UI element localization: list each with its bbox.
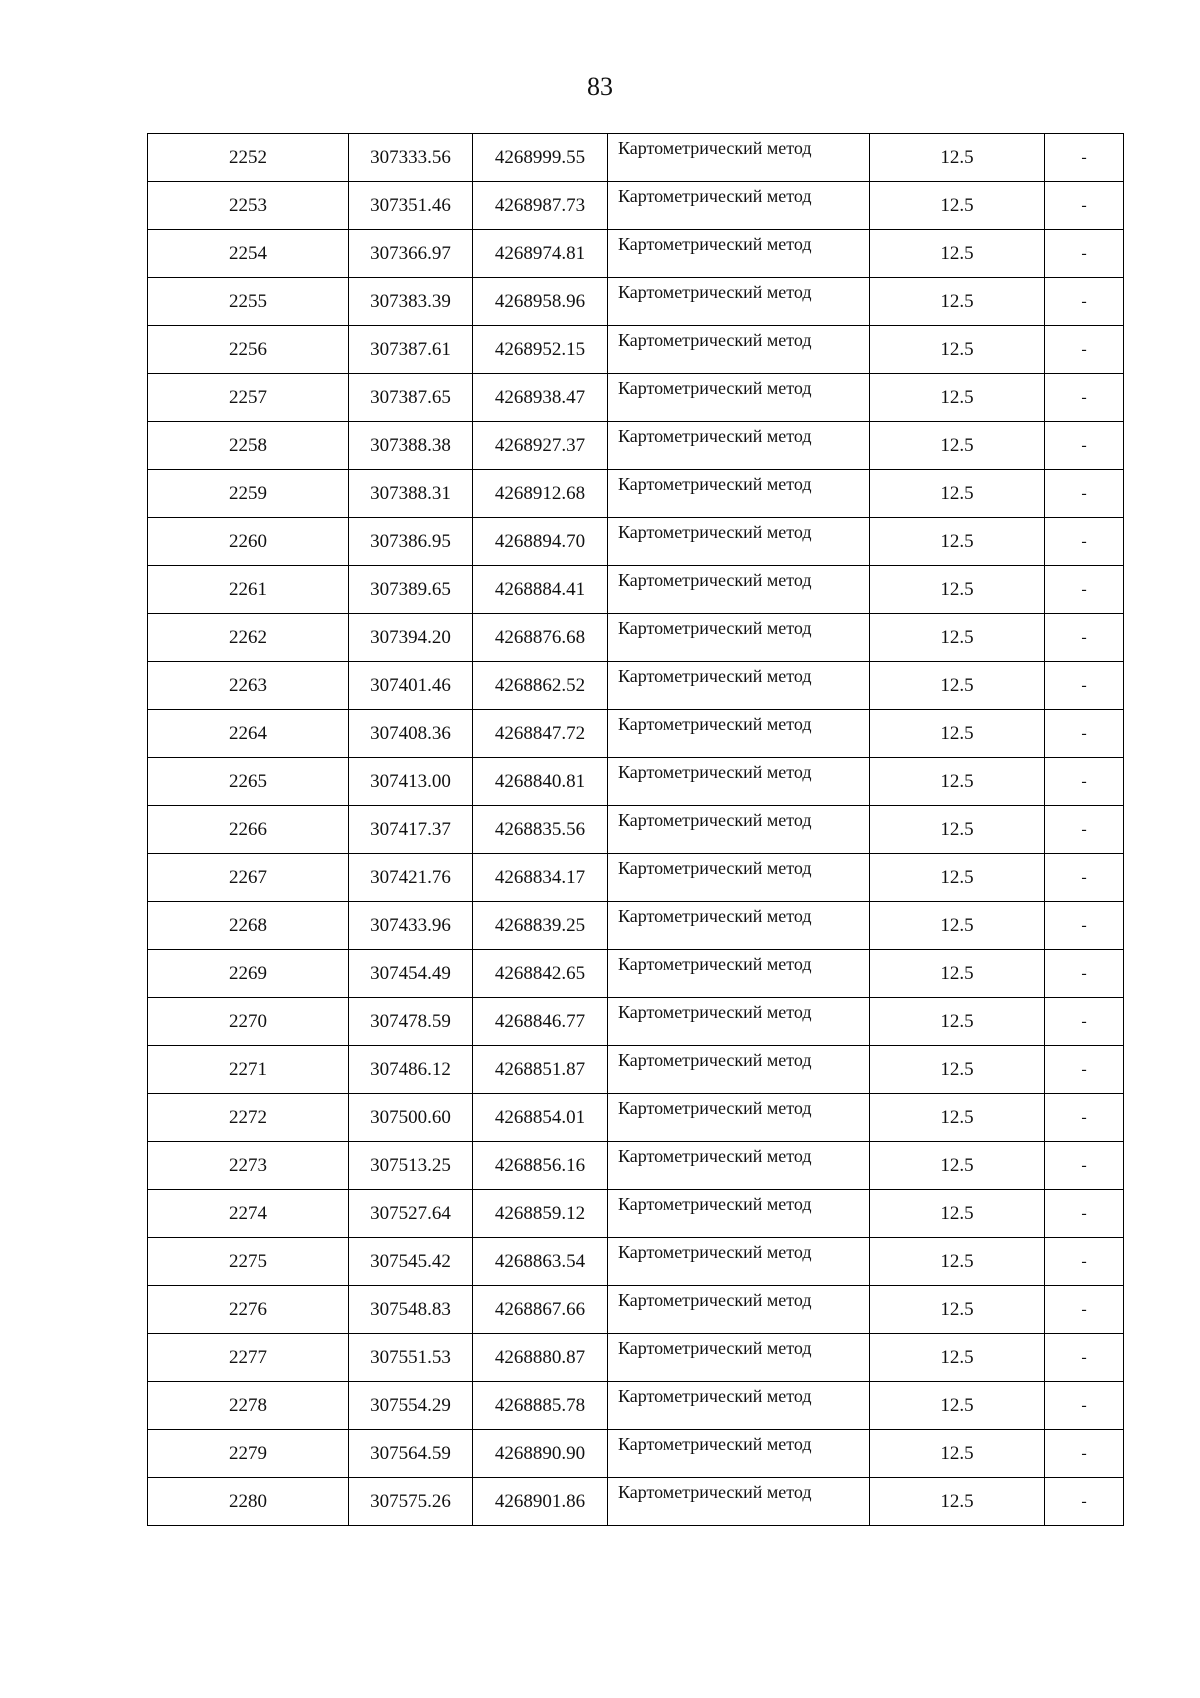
x-coordinate-cell: 307454.49 [349,950,473,998]
note-cell: - [1045,182,1124,230]
accuracy-cell: 12.5 [870,566,1045,614]
y-coordinate-cell: 4268901.86 [473,1478,608,1526]
x-coordinate-cell: 307366.97 [349,230,473,278]
x-coordinate-cell: 307389.65 [349,566,473,614]
x-coordinate-cell: 307421.76 [349,854,473,902]
y-coordinate-cell: 4268859.12 [473,1190,608,1238]
table-row [148,1190,1124,1238]
method-cell: Картометрический метод [608,1142,870,1190]
accuracy-cell: 12.5 [870,230,1045,278]
table-row [148,182,1124,230]
point-number-cell: 2262 [148,614,349,662]
y-coordinate-cell: 4268884.41 [473,566,608,614]
method-cell: Картометрический метод [608,182,870,230]
note-cell: - [1045,1382,1124,1430]
method-cell: Картометрический метод [608,950,870,998]
table-row [148,854,1124,902]
table-row [148,278,1124,326]
accuracy-cell: 12.5 [870,1430,1045,1478]
table-row [148,1382,1124,1430]
point-number-cell: 2254 [148,230,349,278]
note-cell: - [1045,902,1124,950]
method-cell: Картометрический метод [608,806,870,854]
method-cell: Картометрический метод [608,998,870,1046]
note-cell: - [1045,662,1124,710]
x-coordinate-cell: 307388.31 [349,470,473,518]
note-cell: - [1045,806,1124,854]
accuracy-cell: 12.5 [870,422,1045,470]
method-cell: Картометрический метод [608,854,870,902]
note-cell: - [1045,1142,1124,1190]
y-coordinate-cell: 4268847.72 [473,710,608,758]
table-row [148,1286,1124,1334]
accuracy-cell: 12.5 [870,1094,1045,1142]
method-cell: Картометрический метод [608,1334,870,1382]
x-coordinate-cell: 307394.20 [349,614,473,662]
point-number-cell: 2272 [148,1094,349,1142]
accuracy-cell: 12.5 [870,614,1045,662]
x-coordinate-cell: 307575.26 [349,1478,473,1526]
note-cell: - [1045,1046,1124,1094]
table-row [148,1238,1124,1286]
point-number-cell: 2270 [148,998,349,1046]
table-row [148,326,1124,374]
method-cell: Картометрический метод [608,470,870,518]
method-cell: Картометрический метод [608,1478,870,1526]
page-number: 83 [587,72,613,101]
note-cell: - [1045,854,1124,902]
x-coordinate-cell: 307545.42 [349,1238,473,1286]
y-coordinate-cell: 4268876.68 [473,614,608,662]
method-cell: Картометрический метод [608,518,870,566]
table-row [148,614,1124,662]
accuracy-cell: 12.5 [870,1190,1045,1238]
accuracy-cell: 12.5 [870,758,1045,806]
x-coordinate-cell: 307564.59 [349,1430,473,1478]
point-number-cell: 2273 [148,1142,349,1190]
method-cell: Картометрический метод [608,758,870,806]
y-coordinate-cell: 4268854.01 [473,1094,608,1142]
point-number-cell: 2260 [148,518,349,566]
y-coordinate-cell: 4268974.81 [473,230,608,278]
table-row [148,1430,1124,1478]
note-cell: - [1045,566,1124,614]
accuracy-cell: 12.5 [870,854,1045,902]
table-row [148,422,1124,470]
x-coordinate-cell: 307500.60 [349,1094,473,1142]
note-cell: - [1045,278,1124,326]
point-number-cell: 2252 [148,134,349,182]
point-number-cell: 2276 [148,1286,349,1334]
x-coordinate-cell: 307387.65 [349,374,473,422]
point-number-cell: 2275 [148,1238,349,1286]
x-coordinate-cell: 307478.59 [349,998,473,1046]
table-row [148,902,1124,950]
table-row [148,566,1124,614]
note-cell: - [1045,518,1124,566]
method-cell: Картометрический метод [608,422,870,470]
method-cell: Картометрический метод [608,662,870,710]
point-number-cell: 2277 [148,1334,349,1382]
accuracy-cell: 12.5 [870,1238,1045,1286]
y-coordinate-cell: 4268839.25 [473,902,608,950]
x-coordinate-cell: 307401.46 [349,662,473,710]
x-coordinate-cell: 307513.25 [349,1142,473,1190]
note-cell: - [1045,710,1124,758]
y-coordinate-cell: 4268958.96 [473,278,608,326]
x-coordinate-cell: 307527.64 [349,1190,473,1238]
table-row [148,374,1124,422]
method-cell: Картометрический метод [608,374,870,422]
y-coordinate-cell: 4268867.66 [473,1286,608,1334]
note-cell: - [1045,230,1124,278]
y-coordinate-cell: 4268999.55 [473,134,608,182]
y-coordinate-cell: 4268835.56 [473,806,608,854]
method-cell: Картометрический метод [608,326,870,374]
method-cell: Картометрический метод [608,134,870,182]
x-coordinate-cell: 307386.95 [349,518,473,566]
note-cell: - [1045,1094,1124,1142]
note-cell: - [1045,1334,1124,1382]
method-cell: Картометрический метод [608,1238,870,1286]
accuracy-cell: 12.5 [870,326,1045,374]
table-row [148,470,1124,518]
y-coordinate-cell: 4268862.52 [473,662,608,710]
method-cell: Картометрический метод [608,230,870,278]
accuracy-cell: 12.5 [870,902,1045,950]
point-number-cell: 2253 [148,182,349,230]
note-cell: - [1045,1478,1124,1526]
method-cell: Картометрический метод [608,1382,870,1430]
x-coordinate-cell: 307333.56 [349,134,473,182]
x-coordinate-cell: 307383.39 [349,278,473,326]
accuracy-cell: 12.5 [870,1334,1045,1382]
table-row [148,1334,1124,1382]
note-cell: - [1045,950,1124,998]
note-cell: - [1045,758,1124,806]
table-row [148,1478,1124,1526]
note-cell: - [1045,1190,1124,1238]
x-coordinate-cell: 307417.37 [349,806,473,854]
y-coordinate-cell: 4268938.47 [473,374,608,422]
point-number-cell: 2267 [148,854,349,902]
x-coordinate-cell: 307413.00 [349,758,473,806]
point-number-cell: 2258 [148,422,349,470]
accuracy-cell: 12.5 [870,806,1045,854]
note-cell: - [1045,374,1124,422]
coordinates-table-body [148,134,1124,1526]
y-coordinate-cell: 4268863.54 [473,1238,608,1286]
y-coordinate-cell: 4268840.81 [473,758,608,806]
point-number-cell: 2266 [148,806,349,854]
y-coordinate-cell: 4268856.16 [473,1142,608,1190]
table-row [148,710,1124,758]
y-coordinate-cell: 4268890.90 [473,1430,608,1478]
accuracy-cell: 12.5 [870,662,1045,710]
point-number-cell: 2279 [148,1430,349,1478]
method-cell: Картометрический метод [608,710,870,758]
note-cell: - [1045,1286,1124,1334]
point-number-cell: 2257 [148,374,349,422]
table-row [148,1046,1124,1094]
point-number-cell: 2274 [148,1190,349,1238]
note-cell: - [1045,1430,1124,1478]
x-coordinate-cell: 307548.83 [349,1286,473,1334]
accuracy-cell: 12.5 [870,1382,1045,1430]
point-number-cell: 2278 [148,1382,349,1430]
accuracy-cell: 12.5 [870,518,1045,566]
x-coordinate-cell: 307486.12 [349,1046,473,1094]
method-cell: Картометрический метод [608,278,870,326]
table-row [148,998,1124,1046]
accuracy-cell: 12.5 [870,470,1045,518]
y-coordinate-cell: 4268842.65 [473,950,608,998]
table-row [148,662,1124,710]
x-coordinate-cell: 307551.53 [349,1334,473,1382]
x-coordinate-cell: 307408.36 [349,710,473,758]
point-number-cell: 2280 [148,1478,349,1526]
accuracy-cell: 12.5 [870,1142,1045,1190]
note-cell: - [1045,422,1124,470]
accuracy-cell: 12.5 [870,998,1045,1046]
table-row [148,518,1124,566]
x-coordinate-cell: 307554.29 [349,1382,473,1430]
table-row [148,134,1124,182]
point-number-cell: 2271 [148,1046,349,1094]
accuracy-cell: 12.5 [870,134,1045,182]
accuracy-cell: 12.5 [870,1478,1045,1526]
x-coordinate-cell: 307387.61 [349,326,473,374]
y-coordinate-cell: 4268880.87 [473,1334,608,1382]
note-cell: - [1045,326,1124,374]
y-coordinate-cell: 4268987.73 [473,182,608,230]
point-number-cell: 2259 [148,470,349,518]
point-number-cell: 2261 [148,566,349,614]
coordinates-table [147,133,1124,1526]
method-cell: Картометрический метод [608,1190,870,1238]
table-row [148,758,1124,806]
x-coordinate-cell: 307433.96 [349,902,473,950]
x-coordinate-cell: 307351.46 [349,182,473,230]
point-number-cell: 2256 [148,326,349,374]
table-row [148,1142,1124,1190]
y-coordinate-cell: 4268846.77 [473,998,608,1046]
method-cell: Картометрический метод [608,1046,870,1094]
y-coordinate-cell: 4268952.15 [473,326,608,374]
note-cell: - [1045,134,1124,182]
y-coordinate-cell: 4268851.87 [473,1046,608,1094]
accuracy-cell: 12.5 [870,1286,1045,1334]
y-coordinate-cell: 4268894.70 [473,518,608,566]
point-number-cell: 2264 [148,710,349,758]
accuracy-cell: 12.5 [870,374,1045,422]
y-coordinate-cell: 4268927.37 [473,422,608,470]
accuracy-cell: 12.5 [870,1046,1045,1094]
table-row [148,806,1124,854]
note-cell: - [1045,614,1124,662]
note-cell: - [1045,998,1124,1046]
point-number-cell: 2263 [148,662,349,710]
accuracy-cell: 12.5 [870,710,1045,758]
point-number-cell: 2269 [148,950,349,998]
table-row [148,230,1124,278]
note-cell: - [1045,1238,1124,1286]
point-number-cell: 2268 [148,902,349,950]
table-row [148,1094,1124,1142]
note-cell: - [1045,470,1124,518]
method-cell: Картометрический метод [608,566,870,614]
method-cell: Картометрический метод [608,902,870,950]
accuracy-cell: 12.5 [870,278,1045,326]
method-cell: Картометрический метод [608,1286,870,1334]
table-row [148,950,1124,998]
y-coordinate-cell: 4268885.78 [473,1382,608,1430]
method-cell: Картометрический метод [608,1430,870,1478]
accuracy-cell: 12.5 [870,182,1045,230]
method-cell: Картометрический метод [608,1094,870,1142]
x-coordinate-cell: 307388.38 [349,422,473,470]
point-number-cell: 2265 [148,758,349,806]
y-coordinate-cell: 4268912.68 [473,470,608,518]
y-coordinate-cell: 4268834.17 [473,854,608,902]
method-cell: Картометрический метод [608,614,870,662]
accuracy-cell: 12.5 [870,950,1045,998]
point-number-cell: 2255 [148,278,349,326]
